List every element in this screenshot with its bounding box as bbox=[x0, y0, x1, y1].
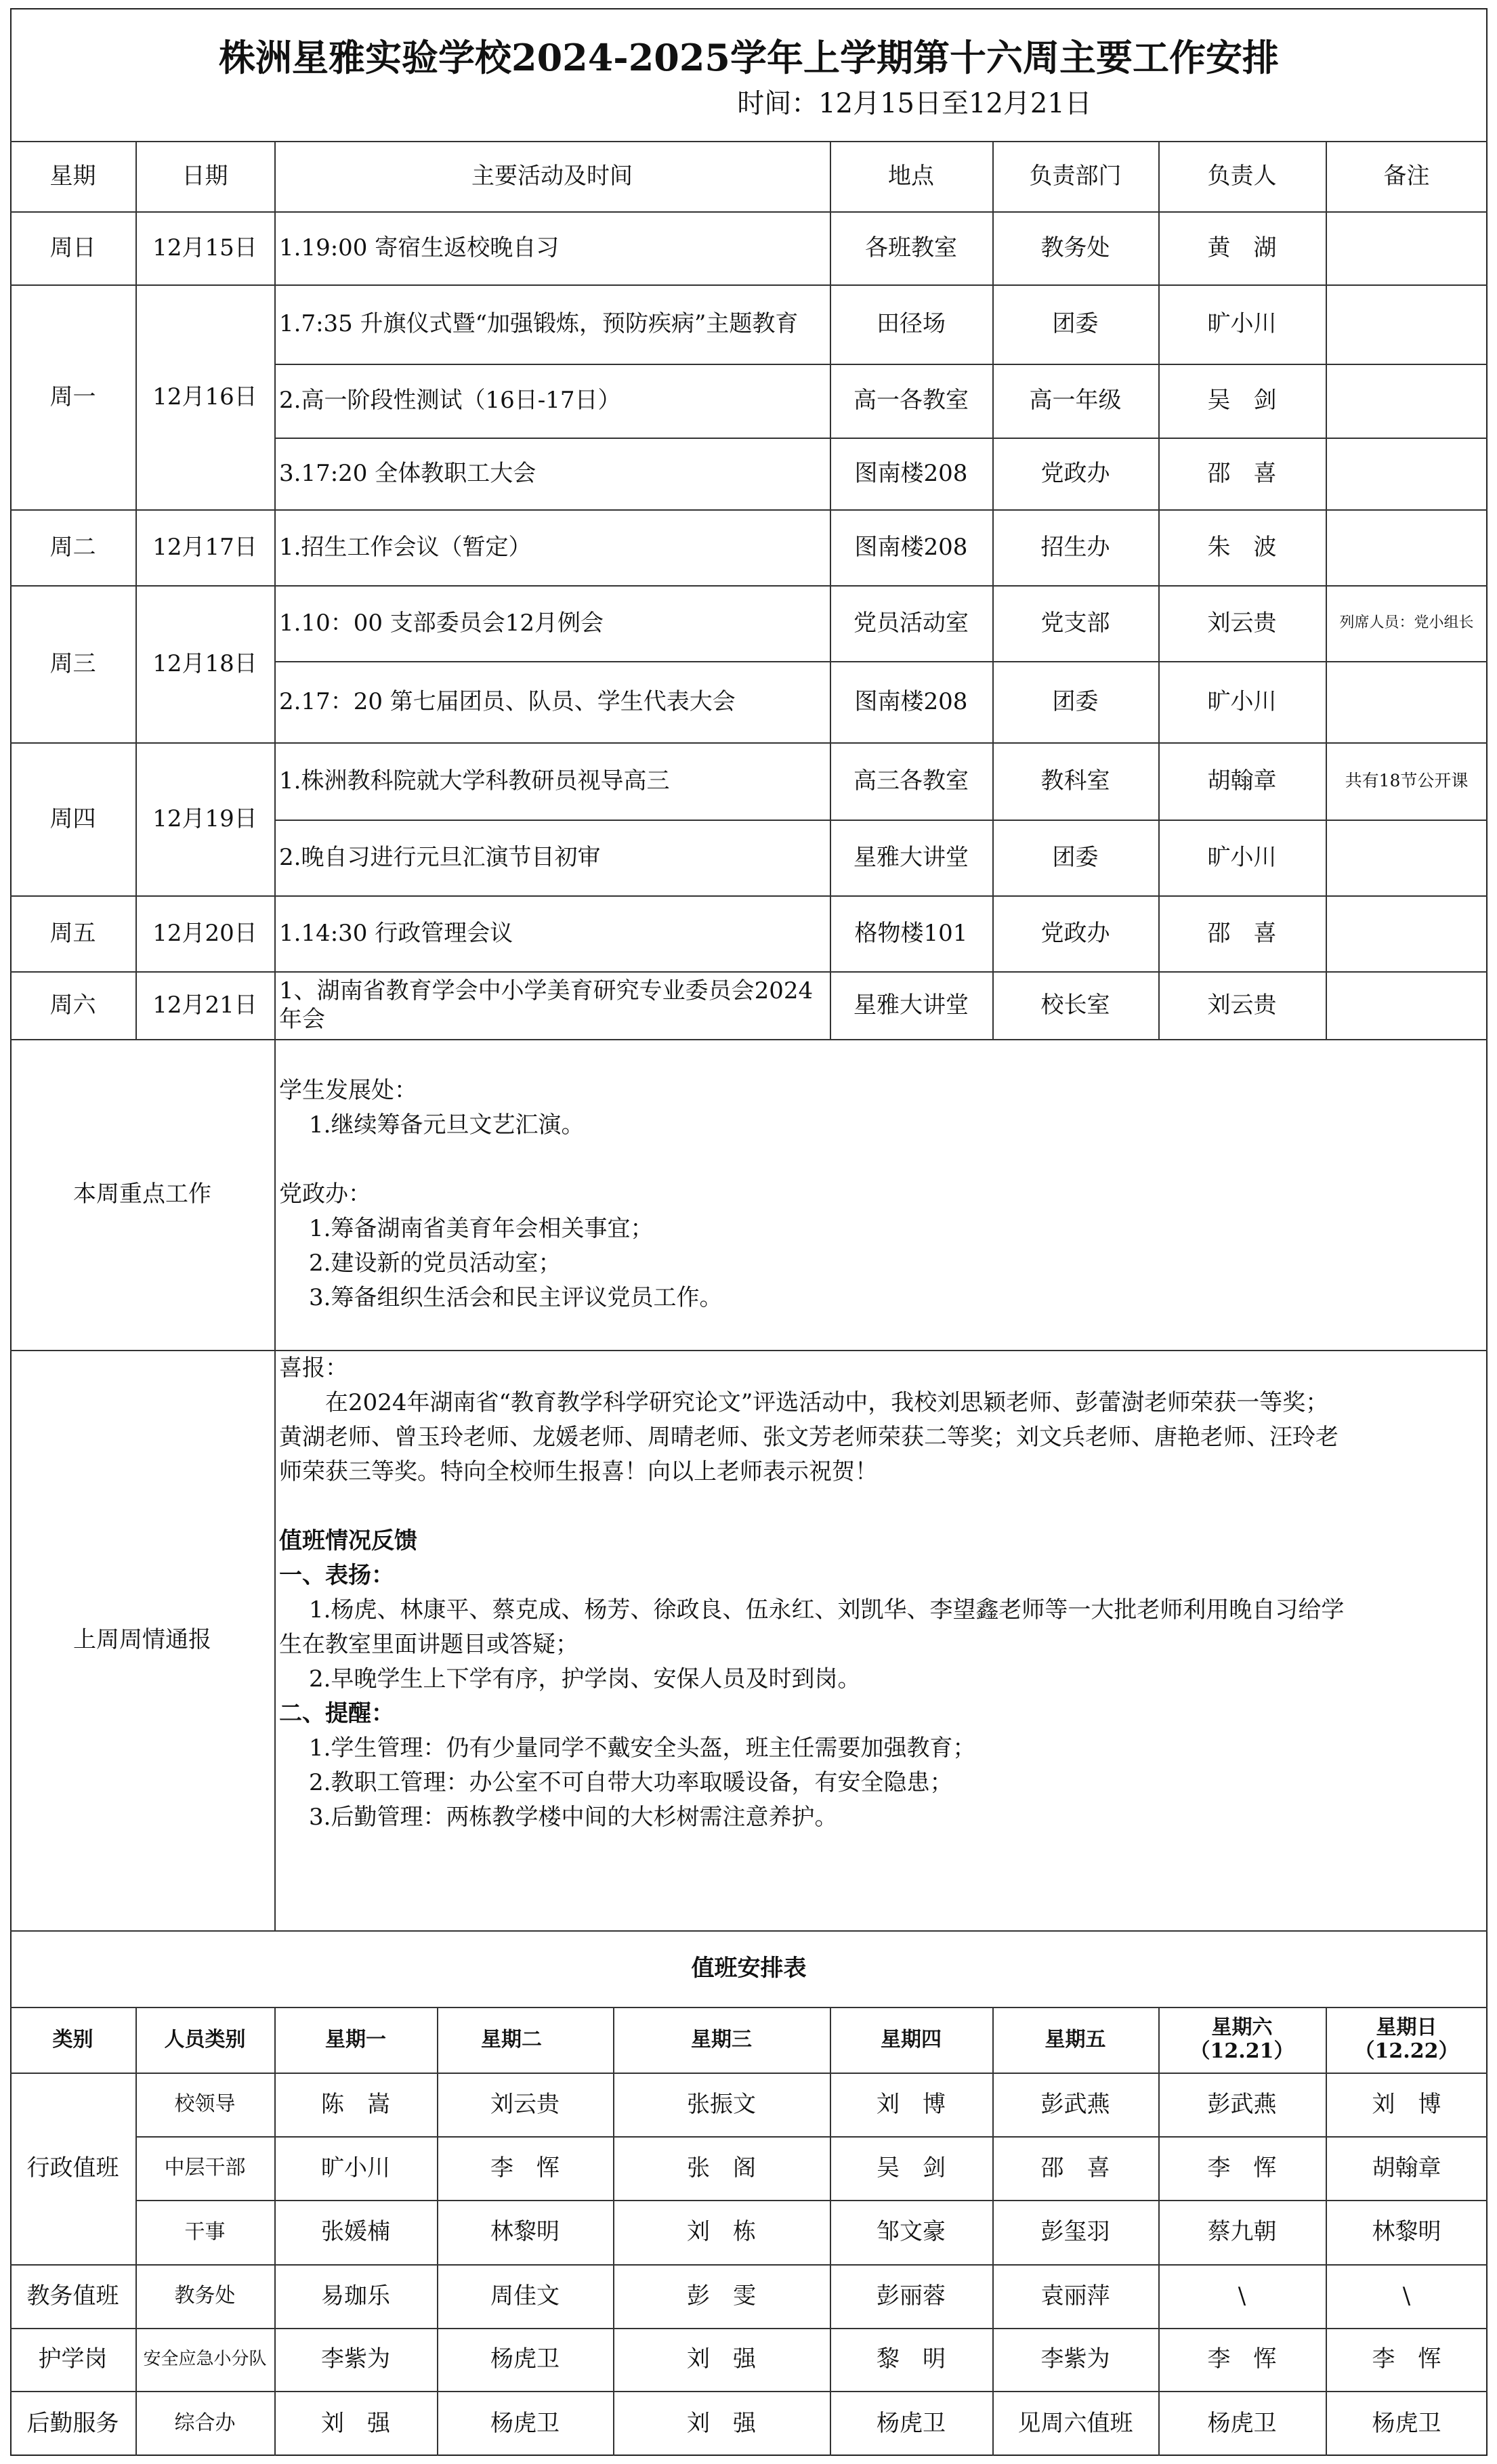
header-dept: 负责部门 bbox=[1029, 162, 1122, 190]
remind-line: 1.学生管理：仍有少量同学不戴安全头盔，班主任需要加强教育； bbox=[309, 1735, 976, 1762]
duty-header-tue: 星期二 bbox=[481, 2027, 542, 2052]
duty-role-cell: 综合办 bbox=[174, 2411, 236, 2435]
focus-item: 1.筹备湖南省美育年会相关事宜； bbox=[309, 1215, 654, 1242]
person-cell: 旷小川 bbox=[1207, 310, 1277, 338]
duty-name-cell: 吴 剑 bbox=[877, 2154, 946, 2182]
duty-name-cell: 邹文豪 bbox=[877, 2218, 946, 2246]
weekday-cell: 周五 bbox=[49, 919, 96, 947]
duty-name-cell: 杨虎卫 bbox=[490, 2345, 560, 2373]
date-cell: 12月18日 bbox=[152, 650, 257, 677]
duty-name-cell: 杨虎卫 bbox=[877, 2409, 946, 2437]
weekday-cell: 周日 bbox=[49, 234, 96, 261]
date-cell: 12月20日 bbox=[152, 919, 257, 947]
person-cell: 刘云贵 bbox=[1207, 609, 1277, 637]
duty-name-cell: 张 阁 bbox=[687, 2154, 756, 2182]
duty-group: 行政值班 bbox=[26, 2154, 119, 2182]
duty-role-cell: 安全应急小分队 bbox=[143, 2348, 267, 2369]
praise-line: 生在教室里面讲题目或答疑； bbox=[279, 1631, 578, 1658]
duty-name-cell: 刘云贵 bbox=[490, 2090, 560, 2118]
location-cell: 星雅大讲堂 bbox=[853, 843, 969, 871]
duty-header-sun-date: （12.22） bbox=[1354, 2039, 1459, 2063]
activity-cell: 2.晚自习进行元旦汇演节目初审 bbox=[279, 843, 601, 871]
remind-line: 2.教职工管理：办公室不可自带大功率取暖设备，有安全隐患； bbox=[309, 1769, 953, 1796]
dept-cell: 团委 bbox=[1052, 310, 1099, 338]
person-cell: 朱 波 bbox=[1207, 533, 1277, 561]
duty-name-cell: 李 恽 bbox=[1207, 2154, 1277, 2182]
duty-name-cell: 黎 明 bbox=[877, 2345, 946, 2373]
duty-name-cell: 林黎明 bbox=[490, 2218, 560, 2246]
activity-cell: 1.14:30 行政管理会议 bbox=[279, 919, 513, 947]
activity-cell: 3.17:20 全体教职工大会 bbox=[279, 459, 536, 487]
duty-header-sat-day: 星期六 bbox=[1211, 2016, 1273, 2039]
location-cell: 格物楼101 bbox=[854, 919, 968, 947]
duty-name-cell: 袁丽萍 bbox=[1040, 2282, 1110, 2310]
duty-name-cell: 李 恽 bbox=[1207, 2345, 1277, 2373]
focus-item: 1.继续筹备元旦文艺汇演。 bbox=[309, 1111, 585, 1139]
duty-name-cell: 张振文 bbox=[687, 2090, 756, 2118]
dept-cell: 党政办 bbox=[1040, 919, 1110, 947]
person-cell: 旷小川 bbox=[1207, 687, 1277, 715]
header-location: 地点 bbox=[888, 162, 934, 190]
duty-name-cell: 刘 强 bbox=[321, 2409, 390, 2437]
location-cell: 图南楼208 bbox=[854, 687, 968, 715]
header-weekday: 星期 bbox=[49, 162, 96, 190]
duty-name-cell: \ bbox=[1238, 2282, 1246, 2310]
header-activity: 主要活动及时间 bbox=[471, 162, 633, 190]
duty-header-fri: 星期五 bbox=[1045, 2027, 1106, 2052]
date-cell: 12月16日 bbox=[152, 383, 257, 410]
news-title: 喜报： bbox=[279, 1355, 348, 1382]
activity-cell: 2.高一阶段性测试（16日-17日） bbox=[279, 387, 621, 415]
duty-name-cell: 彭丽蓉 bbox=[877, 2282, 946, 2310]
focus-section-title: 党政办： bbox=[279, 1181, 371, 1208]
date-cell: 12月17日 bbox=[152, 533, 257, 561]
dept-cell: 党政办 bbox=[1040, 459, 1110, 487]
dept-cell: 团委 bbox=[1052, 687, 1099, 715]
dept-cell: 团委 bbox=[1052, 843, 1099, 871]
dept-cell: 校长室 bbox=[1040, 991, 1110, 1019]
weekday-cell: 周一 bbox=[49, 383, 96, 410]
header-note: 备注 bbox=[1383, 162, 1430, 190]
duty-feedback-title: 值班情况反馈 bbox=[279, 1527, 417, 1554]
note-cell: 共有18节公开课 bbox=[1345, 771, 1469, 790]
news-line: 在2024年湖南省“教育教学科学研究论文”评选活动中，我校刘思颖老师、彭蕾澍老师荣获一等奖； bbox=[325, 1389, 1329, 1416]
duty-header-thu: 星期四 bbox=[881, 2027, 942, 2052]
person-cell: 刘云贵 bbox=[1207, 991, 1277, 1019]
duty-role-cell: 校领导 bbox=[174, 2092, 236, 2116]
duty-name-cell: 旷小川 bbox=[321, 2154, 390, 2182]
activity-cell: 1.招生工作会议（暂定） bbox=[279, 533, 532, 561]
duty-name-cell: 胡翰章 bbox=[1372, 2154, 1441, 2182]
duty-name-cell: 邵 喜 bbox=[1040, 2154, 1110, 2182]
duty-name-cell: 周佳文 bbox=[490, 2282, 560, 2310]
duty-name-cell: 陈 嵩 bbox=[321, 2090, 390, 2118]
dept-cell: 高一年级 bbox=[1029, 387, 1122, 415]
duty-role-cell: 教务处 bbox=[174, 2284, 236, 2308]
duty-name-cell: 刘 栋 bbox=[687, 2218, 756, 2246]
duty-header-sun bbox=[1326, 2007, 1488, 2073]
duty-header-wed: 星期三 bbox=[691, 2027, 752, 2052]
duty-header-sun-day: 星期日 bbox=[1376, 2016, 1437, 2039]
duty-name-cell: 李紫为 bbox=[321, 2345, 390, 2373]
duty-name-cell: 刘 博 bbox=[1372, 2090, 1441, 2118]
duty-header-mon: 星期一 bbox=[325, 2027, 386, 2052]
duty-name-cell: 彭武燕 bbox=[1207, 2090, 1277, 2118]
remind-title: 二、提醒： bbox=[279, 1700, 394, 1727]
weekday-cell: 周四 bbox=[49, 805, 96, 832]
praise-line: 2.早晚学生上下学有序，护学岗、安保人员及时到岗。 bbox=[309, 1665, 861, 1693]
news-line: 师荣获三等奖。特向全校师生报喜！向以上老师表示祝贺！ bbox=[279, 1458, 878, 1485]
duty-column-divider bbox=[613, 2007, 614, 2456]
praise-title: 一、表扬： bbox=[279, 1562, 394, 1589]
focus-content bbox=[279, 1074, 722, 1315]
duty-title: 值班安排表 bbox=[691, 1955, 807, 1982]
duty-name-cell: 彭 雯 bbox=[687, 2282, 756, 2310]
duty-name-cell: 杨虎卫 bbox=[1207, 2409, 1277, 2437]
date-cell: 12月15日 bbox=[152, 234, 257, 261]
page-title: 株洲星雅实验学校2024-2025学年上学期第十六周主要工作安排 bbox=[219, 35, 1279, 79]
person-cell: 吴 剑 bbox=[1207, 387, 1277, 415]
duty-name-cell: 林黎明 bbox=[1372, 2218, 1441, 2246]
note-cell: 列席人员：党小组长 bbox=[1339, 614, 1474, 631]
duty-name-cell: 彭玺羽 bbox=[1040, 2218, 1110, 2246]
activity-cell: 1.19:00 寄宿生返校晚自习 bbox=[279, 234, 560, 261]
duty-group: 护学岗 bbox=[38, 2345, 108, 2373]
focus-item: 2.建设新的党员活动室； bbox=[309, 1250, 562, 1277]
focus-section-title: 学生发展处： bbox=[279, 1077, 417, 1104]
news-line: 黄湖老师、曾玉玲老师、龙媛老师、周晴老师、张文芳老师荣获二等奖；刘文兵老师、唐艳老师、汪玲老 bbox=[279, 1424, 1338, 1451]
date-cell: 12月19日 bbox=[152, 805, 257, 832]
duty-name-cell: 杨虎卫 bbox=[1372, 2409, 1441, 2437]
duty-header-sat-date: （12.21） bbox=[1189, 2039, 1294, 2063]
location-cell: 党员活动室 bbox=[853, 609, 969, 637]
report-label: 上周周情通报 bbox=[73, 1626, 211, 1654]
activity-cell: 1.7:35 升旗仪式暨“加强锻炼，预防疾病”主题教育 bbox=[279, 310, 799, 338]
person-cell: 邵 喜 bbox=[1207, 919, 1277, 947]
duty-name-cell: 张媛楠 bbox=[321, 2218, 390, 2246]
duty-name-cell: 易珈乐 bbox=[321, 2282, 390, 2310]
duty-role-cell: 干事 bbox=[184, 2219, 226, 2244]
duty-role-cell: 中层干部 bbox=[164, 2156, 246, 2180]
location-cell: 图南楼208 bbox=[854, 533, 968, 561]
activity-cell: 1.10：00 支部委员会12月例会 bbox=[279, 609, 604, 637]
duty-name-cell: 杨虎卫 bbox=[490, 2409, 560, 2437]
duty-header-sat bbox=[1158, 2007, 1326, 2073]
duty-header-role: 人员类别 bbox=[164, 2027, 246, 2052]
header-person: 负责人 bbox=[1207, 162, 1277, 190]
person-cell: 胡翰章 bbox=[1207, 767, 1277, 794]
weekday-cell: 周三 bbox=[49, 650, 96, 677]
duty-group: 教务值班 bbox=[26, 2282, 119, 2310]
praise-line: 1.杨虎、林康平、蔡克成、杨芳、徐政良、伍永红、刘凯华、李望鑫老师等一大批老师利用晚自习给学 bbox=[309, 1596, 1345, 1623]
dept-cell: 党支部 bbox=[1040, 609, 1110, 637]
duty-name-cell: 李紫为 bbox=[1040, 2345, 1110, 2373]
person-cell: 黄 湖 bbox=[1207, 234, 1277, 261]
dept-cell: 教务处 bbox=[1040, 234, 1110, 261]
location-cell: 田径场 bbox=[877, 310, 946, 338]
activity-cell: 2.17：20 第七届团员、队员、学生代表大会 bbox=[279, 687, 736, 715]
focus-item: 3.筹备组织生活会和民主评议党员工作。 bbox=[309, 1284, 723, 1311]
activity-cell: 1.株洲教科院就大学科教研员视导高三 bbox=[279, 767, 670, 794]
location-cell: 星雅大讲堂 bbox=[853, 991, 969, 1019]
duty-name-cell: 刘 强 bbox=[687, 2409, 756, 2437]
location-cell: 图南楼208 bbox=[854, 459, 968, 487]
focus-label: 本周重点工作 bbox=[73, 1181, 211, 1208]
duty-name-cell: 彭武燕 bbox=[1040, 2090, 1110, 2118]
activity-cell: 1、湖南省教育学会中小学美育研究专业委员会2024年会 bbox=[279, 977, 814, 1033]
location-cell: 高一各教室 bbox=[853, 387, 969, 415]
person-cell: 邵 喜 bbox=[1207, 459, 1277, 487]
duty-name-cell: 刘 博 bbox=[877, 2090, 946, 2118]
header-date: 日期 bbox=[182, 162, 228, 190]
duty-name-cell: \ bbox=[1402, 2282, 1411, 2310]
duty-name-cell: 蔡九朝 bbox=[1207, 2218, 1277, 2246]
duty-name-cell: 刘 强 bbox=[687, 2345, 756, 2373]
dept-cell: 招生办 bbox=[1040, 533, 1110, 561]
location-cell: 各班教室 bbox=[865, 234, 957, 261]
duty-name-cell: 李 恽 bbox=[490, 2154, 560, 2182]
location-cell: 高三各教室 bbox=[853, 767, 969, 794]
duty-name-cell: 李 恽 bbox=[1372, 2345, 1441, 2373]
duty-name-cell: 见周六值班 bbox=[1017, 2409, 1133, 2437]
report-content bbox=[279, 1351, 1344, 1835]
dept-cell: 教科室 bbox=[1040, 767, 1110, 794]
weekday-cell: 周六 bbox=[49, 991, 96, 1019]
weekday-cell: 周二 bbox=[49, 533, 96, 561]
duty-group: 后勤服务 bbox=[26, 2409, 119, 2437]
page-subtitle: 时间：12月15日至12月21日 bbox=[737, 88, 1092, 119]
duty-header-category: 类别 bbox=[52, 2027, 93, 2052]
remind-line: 3.后勤管理：两栋教学楼中间的大杉树需注意养护。 bbox=[309, 1804, 838, 1831]
person-cell: 旷小川 bbox=[1207, 843, 1277, 871]
date-cell: 12月21日 bbox=[152, 991, 257, 1019]
